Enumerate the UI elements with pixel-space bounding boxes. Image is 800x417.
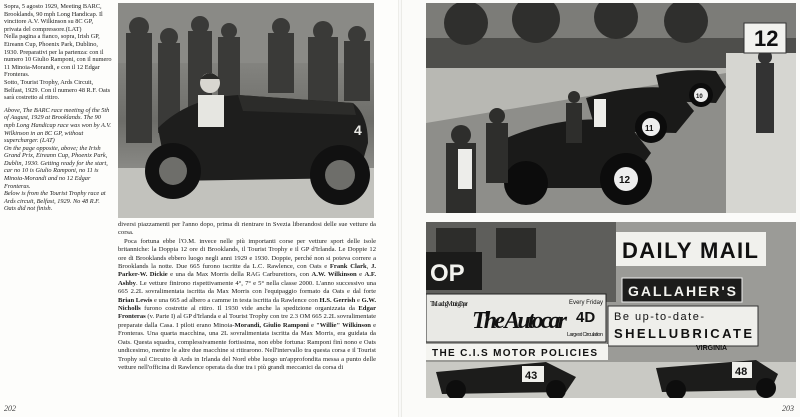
driver-name: A.W. Wilkinson [311,271,357,279]
car-number-12: 12 [619,175,631,186]
virginia: VIRGINIA [696,345,728,352]
body-text-run: furono costrette al ritiro. Il 1930 vide anche la spedizione organizzata da [140,305,359,313]
body-text-run: e [356,271,365,279]
policies-banner: THE C.I.S MOTOR POLICIES [432,348,597,359]
body-text-run: e Fronteras. Una quarta macchina, una 2L sovralimentata iscritta da Max Morris, era guidata da Oats. Questa squadra, complessivamente fortissima, non ebbe fortuna: Ramponi finì nono e Oats undicesimo, mentre le altre due macchine si ritirarono. Nell'intervallo tra questa corsa e il Tourist Trophy sul Circuito di Ards in Irlanda del Nord ebbe luogo un'approfondita messa a punto delle vetture nell'officina di Rawlence operata da due tra i più grandi meccanici da corsa di [118,321,376,371]
car-number-48: 48 [735,366,748,378]
op-sign: OP [430,260,465,287]
body-text-run: e [308,321,317,329]
body-paragraph-2 [118,238,376,373]
caption-italian-1: Sopra, 5 agosto 1929, Meeting BARC, Brooklands, 90 mph Long Handicap. Il vincitore A.V. Wilkinson su 8C GP, privata del compressore.(LAT) [4,3,103,33]
body-text-run: e una 665 ad albero a camme in testa iscritta da Rawlence con [152,296,320,304]
shellubricate: SHELLUBRICATE [614,326,752,341]
driver-name: A.F. Ashby [118,271,376,287]
body-text [118,221,376,372]
caption-english-2: On the page opposite, above; the Irish Grand Prix, Eireann Cup, Phoenix Park, Dublin, 1930. Getting ready for the start, car no 10 is Giulio Ramponi, no 11 is Minoia-Morandi and no 12 Edgar Fronteras. [4,144,108,190]
photo-brooklands-wilkinson [118,3,374,218]
daily-mail-sign: DAILY MAIL [622,238,758,263]
driver-name: Frank Clark [329,263,367,271]
body-paragraph-1: diversi piazzamenti per l'anno dopo, prima di rientrare in Svezia liberandosi delle sue vetture da corsa. [118,221,376,237]
body-text-run: Poca fortuna ebbe l'O.M. invece nelle più importanti corse per vetture sport delle isole britanniche: la Doppia 12 ore di Brooklands, il Tourist Trophy e il GP d'Irlanda. Le Doppie 12 ore di Brooklands ebbero luogo negli anni 1929 e 1930. Doppie, perché non si poteva correre a Brooklands la notte. Due 665 furono iscritte da L.C. Rawlence, con Oats e [118,237,376,271]
driver-name: Edgar Fronteras [118,305,376,321]
driver-name: G.W. Nicholls [118,296,376,313]
book-gutter [398,0,402,417]
left-car-number: 4 [354,122,362,138]
photo-captions [4,3,112,213]
driver-name: H.S. Gerrish [319,296,356,304]
body-text-run: (v. Parte I) al GP d'Irlanda e al Tourist Trophy con tre 2.3 OM 665 2.2L sovralimentate preparate dalla Casa. I piloti erano Minoia- [118,313,376,329]
circulation: Largest Circulation [567,332,603,338]
page-number-left: 202 [4,404,16,413]
autocar-logo: The Autocar [472,308,567,334]
gallahers-sign: GALLAHER'S [628,283,736,299]
caption-english-3: Below is from the Tourist Trophy race at Ards circuit, Belfast, 1929. No 48 R.F. Oats did not finish. [4,190,106,213]
photo-irish-gp-grid [426,3,796,213]
car-number-43: 43 [525,370,538,382]
caption-italian-2: Nella pagina a fianco, sopra, Irish GP, Eireann Cup, Phoenix Park, Dublino, 1930. Preparativi per la partenza: con il numero 10 Giulio Ramponi, con il numero 11 Minoia-Morandi, e con il 12 Edgar Fronteras. [4,33,112,79]
number-board: 12 [754,26,779,51]
up-to-date: Be up-to-date- [614,311,704,323]
car-number-10: 10 [696,94,703,100]
driver-name: J. Parker-W. Dickie [118,263,377,279]
driver-name: Brian Lewis [118,296,153,304]
car-number-11: 11 [645,124,654,133]
caption-english-1: Above, The BARC race meeting of the 5th of August, 1929 at Brooklands. The 90 mph Long Handicap race was won by A.V. Wilkinson in an 8C GP, without supercharger. (LAT) [4,106,111,145]
body-text-run: e [355,296,362,304]
body-text-run: . Le vetture finirono rispettivamente 4°, 7° e 5° nella classe 2000. L'anno successivo una 665 2.2L sovralimentata iscritta da Max Morris con l'equipaggio formato da Oats e dal forte [118,279,376,296]
driver-name: Morandi, Giulio Ramponi [234,321,309,329]
page-number-right: 203 [782,404,794,413]
price: 4D [576,309,596,326]
body-text-run: , [366,263,372,271]
every-friday: Every Friday [569,300,603,306]
photo-ards-tourist-trophy [426,222,796,398]
autocar-tagline: The Leading Motoring Paper [430,300,468,308]
driver-name: "Willie" Wilkinson [316,321,371,329]
caption-italian-3: Sotto, Tourist Trophy, Ards Circuit, Belfast, 1929. Con il numero 48 R.F. Oats sarà costretto al ritiro. [4,78,111,102]
body-text-run: e una da Max Morris della RAG Carburettors, con [167,271,312,279]
